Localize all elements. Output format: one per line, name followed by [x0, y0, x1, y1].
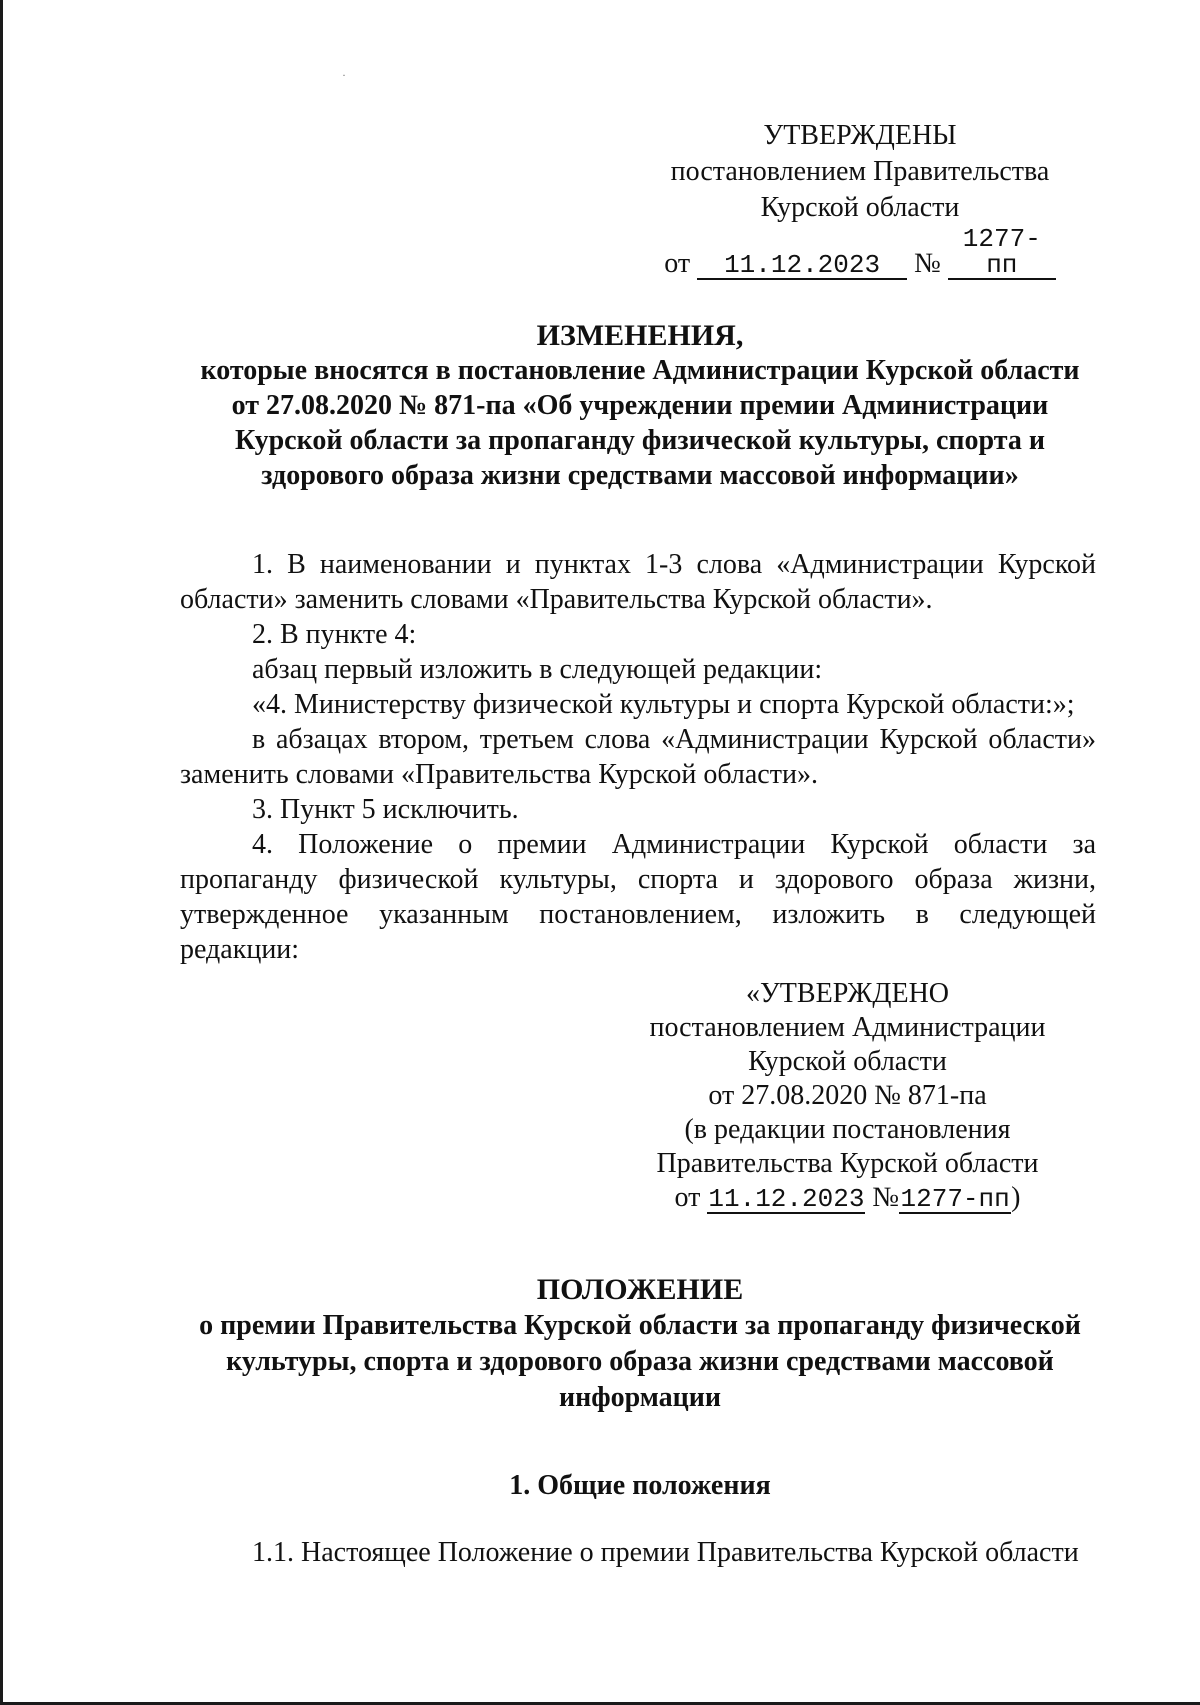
- paragraph: 1. В наименовании и пунктах 1-3 слова «Администрации Курской области» заменить словами «Правительства Курской области».: [180, 549, 1096, 615]
- approval-title: «УТВЕРЖДЕНО: [745, 978, 950, 1009]
- approval-line: от 27.08.2020 № 871-па: [708, 1080, 987, 1111]
- approval-date-number: [600, 226, 1120, 282]
- section-body: [180, 1535, 1096, 1571]
- paragraph: 1.1. Настоящее Положение о премии Правительства Курской области: [252, 1537, 1079, 1568]
- changes-title: ИЗМЕНЕНИЯ,: [536, 319, 744, 352]
- paragraph: абзац первый изложить в следующей редакции:: [252, 654, 823, 685]
- paragraph: 4. Положение о премии Администрации Курской области за пропаганду физической культуры, спорта и здорового образа жизни, утвержденное указанным постановлением, изложить в следующей редакции:: [180, 829, 1096, 965]
- heading-line: здорового образа жизни средствами массовой информации»: [261, 460, 1019, 491]
- approval-line: Курской области: [760, 192, 960, 223]
- approval-stamp-regulation: [640, 977, 1055, 1215]
- approval-line: Правительства Курской области: [656, 1148, 1039, 1179]
- paragraph: в абзацах втором, третьем слова «Администрации Курской области» заменить словами «Правительства Курской области».: [180, 724, 1096, 790]
- number-label: №: [914, 248, 941, 279]
- approval-stamp-top: [600, 118, 1120, 282]
- heading-line: о премии Правительства Курской области за пропаганду физической: [199, 1310, 1081, 1341]
- heading-line: от 27.08.2020 № 871-па «Об учреждении премии Администрации: [231, 390, 1049, 421]
- scan-speck: ·: [342, 68, 346, 82]
- number-label: №: [872, 1182, 900, 1213]
- approval-line: Курской области: [748, 1046, 947, 1077]
- changes-heading: [175, 318, 1105, 493]
- approval-date-number: [640, 1181, 1055, 1215]
- approval-line: постановлением Администрации: [649, 1012, 1046, 1043]
- paragraph: 2. В пункте 4:: [252, 619, 417, 650]
- changes-body: [180, 547, 1096, 967]
- regulation-heading: [175, 1272, 1105, 1416]
- heading-line: информации: [558, 1382, 722, 1413]
- approval-number: 1277-пп: [900, 1184, 1010, 1214]
- approval-line: постановлением Правительства: [670, 156, 1050, 187]
- regulation-title: ПОЛОЖЕНИЕ: [536, 1273, 744, 1306]
- approval-title: УТВЕРЖДЕНЫ: [763, 120, 957, 151]
- paragraph: 3. Пункт 5 исключить.: [252, 794, 519, 825]
- approval-date: 11.12.2023: [708, 1184, 865, 1214]
- page-left-edge: [0, 0, 3, 1705]
- paragraph: «4. Министерству физической культуры и спорта Курской области:»;: [252, 689, 1075, 720]
- heading-line: культуры, спорта и здорового образа жизни средствами массовой: [226, 1346, 1054, 1377]
- section-title: 1. Общие положения: [509, 1470, 771, 1501]
- heading-line: Курской области за пропаганду физической культуры, спорта и: [234, 425, 1045, 456]
- closing-paren: ): [1011, 1182, 1021, 1213]
- approval-date: 11.12.2023: [697, 252, 907, 280]
- approval-line: (в редакции постановления: [684, 1114, 1011, 1145]
- heading-line: которые вносятся в постановление Администрации Курской области: [200, 355, 1080, 386]
- approval-number: 1277-пп: [948, 226, 1056, 280]
- from-label: от: [664, 248, 691, 279]
- from-label: от: [674, 1182, 701, 1213]
